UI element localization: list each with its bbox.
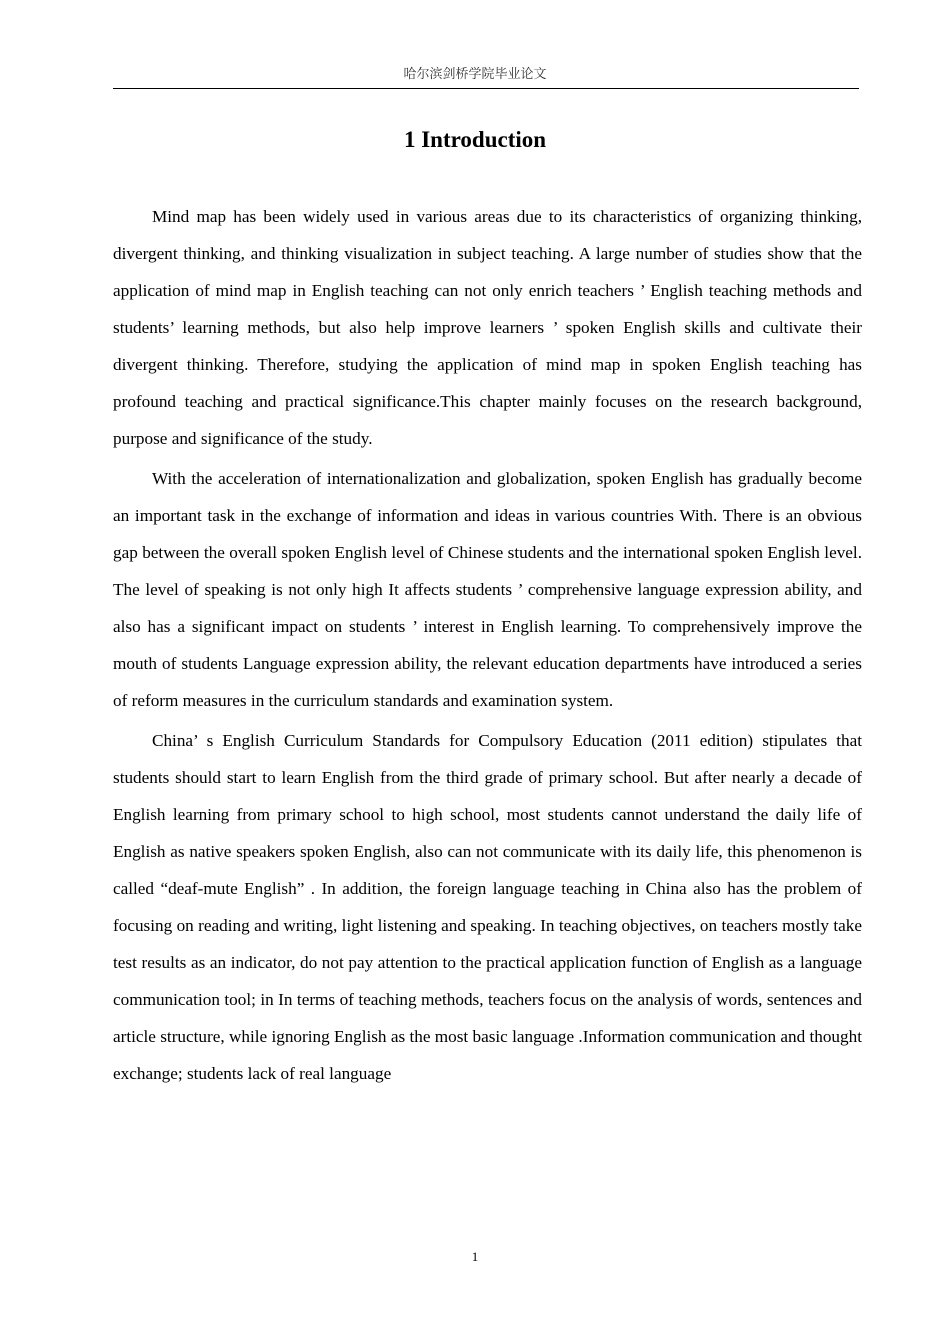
page-number: 1: [471, 1249, 479, 1264]
paragraph-2: With the acceleration of internationalization and globalization, spoken English has gradually become an important task in the exchange of information and ideas in various countries With. There is an obvious gap between the overall spoken English level of Chinese students and the international spoken English level. The level of speaking is not only high It affects students ’ comprehensive language expression ability, and also has a significant impact on students ’ interest in English learning. To comprehensively improve the mouth of students Language expression ability, the relevant education departments have introduced a series of reform measures in the curriculum standards and examination system.: [113, 469, 862, 710]
paragraph-1: Mind map has been widely used in various areas due to its characteristics of organizing thinking, divergent thinking, and thinking visualization in subject teaching. A large number of studies show that the application of mind map in English teaching can not only enrich teachers ’ English teaching methods and students’ learning methods, but also help improve learners ’ spoken English skills and cultivate their divergent thinking. Therefore, studying the application of mind map in spoken English teaching has profound teaching and practical significance.This chapter mainly focuses on the research background, purpose and significance of the study.: [113, 207, 862, 448]
chapter-title: 1 Introduction: [403, 127, 547, 152]
header-divider: [113, 88, 859, 89]
body-text: [113, 198, 862, 1095]
paragraph-3: China’ s English Curriculum Standards for Compulsory Education (2011 edition) stipulates that students should start to learn English from the third grade of primary school. But after nearly a decade of English learning from primary school to high school, most students cannot understand the daily life of English as native speakers spoken English, also can not communicate with its daily life, this phenomenon is called “deaf-mute English” . In addition, the foreign language teaching in China also has the problem of focusing on reading and writing, light listening and speaking. In teaching objectives, on teachers mostly take test results as an indicator, do not pay attention to the practical application function of English as a language communication tool; in In terms of teaching methods, teachers focus on the analysis of words, sentences and article structure, while ignoring English as the most basic language .Information communication and thought exchange; students lack of real language: [113, 731, 862, 1083]
running-header: 哈尔滨剑桥学院毕业论文: [403, 67, 547, 82]
